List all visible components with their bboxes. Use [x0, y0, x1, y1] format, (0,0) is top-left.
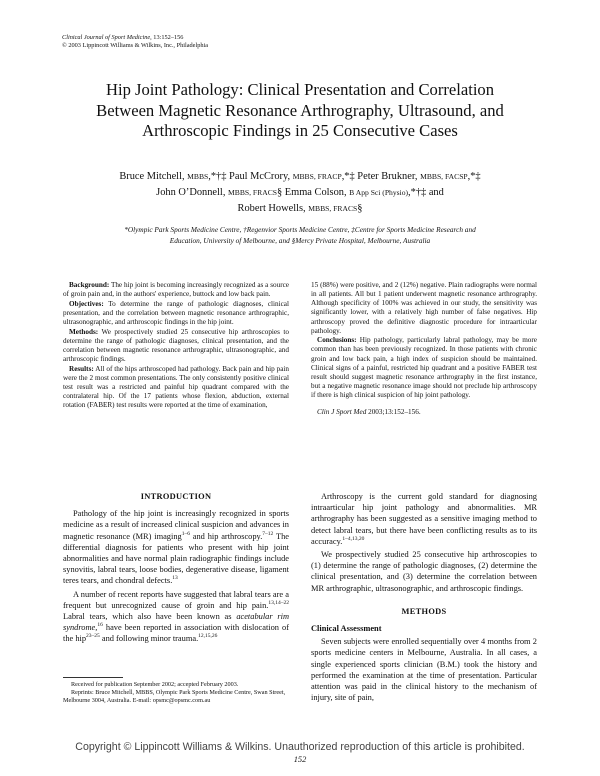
abstract-text: Hip pathology, particularly labral pathology, may be more common than has been previously recognized. In those patients with chronic groin and low back pain, a high index of suspicion should be maintained. Clinical signs of a painful, restricted hip quadrant and a positive FABER test result should suggest magnetic resonance arthrography in the first instance, but a negative magnetic resonance image should not preclude hip arthroscopy if there is high clinical suspicion of hip joint pathology.	[311, 336, 537, 399]
citation-ref: 16	[97, 622, 103, 629]
author-degree: MBBS, FACSP	[420, 172, 468, 181]
author-line-2	[40, 185, 560, 201]
author-line-3	[40, 201, 560, 217]
intro-paragraph-4: We prospectively studied 25 consecutive hip arthroscopies to (1) determine the range of pathologic diagnoses, (2) determine the clinical presentation, and (3) determine the correlation between MR arthrographic, ultrasonographic, and arthroscopic findings.	[311, 550, 537, 593]
author-affil-mark: ,*‡	[341, 171, 358, 182]
text-run: The differential diagnosis for patients who present with hip joint abnormalities and have normal plain radiographic findings include synovitis, labral tears, loose bodies, degenerative disease, ligament teres tears, and chondral defects.	[63, 531, 289, 586]
author-affil-mark: ,*†‡	[208, 171, 230, 182]
subsection-heading-clinical: Clinical Assessment	[311, 624, 382, 634]
page-number: 152	[293, 755, 307, 764]
abstract-column-left	[63, 281, 289, 411]
author-affil-mark: ,*†‡ and	[408, 187, 444, 198]
text-run: and hip arthroscopy.	[189, 531, 263, 541]
author-name: Peter Brukner,	[357, 171, 421, 182]
abstract-text: To determine the range of pathologic diagnoses, clinical presentation, and the correlation between magnetic resonance arthrographic, ultrasonographic, and arthroscopic findings in the hip joint.	[63, 299, 289, 326]
text-run: Labral tears, which also have been known as	[63, 612, 237, 622]
citation-ref: 7–12	[262, 530, 274, 537]
abstract-label: Objectives:	[69, 299, 104, 308]
author-degree: MBBS, FRACS	[308, 204, 358, 213]
intro-paragraph-2	[63, 589, 289, 645]
author-name: Paul McCrory,	[229, 171, 293, 182]
author-affil-mark: ,*‡	[467, 171, 481, 182]
footnote-divider	[63, 677, 123, 678]
citation-ref: 12,15,26	[198, 633, 218, 640]
citation-details: 2003;13:152–156.	[366, 408, 421, 417]
citation-journal: Clin J Sport Med	[317, 408, 367, 417]
affiliation-line-2: Education, University of Melbourne, and §Mercy Private Hospital, Melbourne, Australia	[169, 236, 431, 245]
title-line-2: Between Magnetic Resonance Arthrography, Ultrasound, and	[96, 100, 504, 120]
abstract-label: Conclusions:	[317, 336, 357, 345]
abstract-label: Background:	[69, 281, 110, 289]
text-run: Pathology of the hip joint is increasingly recognized in sports medicine as a result of increased clinical suspicion and advances in magnetic resonance (MR) imaging	[63, 509, 289, 541]
abstract-label: Results:	[69, 364, 94, 373]
copyright-notice: Copyright © Lippincott Williams & Wilkins. Unauthorized reproduction of this article is prohibited.	[75, 741, 525, 753]
author-name: John O’Donnell,	[156, 187, 229, 198]
abstract-column-right	[311, 281, 537, 417]
text-run: A number of recent reports have suggested that labral tears are a frequent but unrecognized cause of groin and hip pain.	[63, 589, 289, 610]
body-column-left	[63, 491, 289, 647]
citation-ref: 1–6	[181, 530, 190, 537]
section-heading-methods: METHODS	[401, 606, 447, 616]
title-line-1: Hip Joint Pathology: Clinical Presentation and Correlation	[105, 80, 495, 99]
affiliation-line-1: *Olympic Park Sports Medicine Centre, †Regenvior Sports Medicine Centre, ‡Centre for Sports Medicine Research and	[124, 225, 476, 234]
abstract-text: The hip joint is becoming increasingly recognized as a source of groin pain and, in the authors' experience, buttock and low back pain.	[63, 281, 289, 299]
author-affil-mark: §	[357, 203, 363, 214]
author-name: Robert Howells,	[237, 203, 309, 214]
author-degree: MBBS, FRACS	[228, 188, 277, 197]
journal-header	[62, 34, 208, 50]
citation-ref: 1–4,13,20	[342, 536, 365, 543]
author-list	[40, 169, 560, 217]
text-run: have been reported in association with dislocation of the hip	[63, 623, 289, 644]
article-title	[40, 80, 560, 142]
abstract-citation	[311, 408, 537, 417]
abstract	[63, 281, 537, 447]
body-column-right	[311, 491, 537, 705]
intro-paragraph-3	[311, 491, 537, 547]
text-run: Arthroscopy is the current gold standard for diagnosing intraarticular hip joint pathology and abnormalities. MR arthrography has been suggested as a sensitive imaging method to detect labral tears, but there have been conflicting results as to its accuracy.	[311, 492, 537, 546]
journal-copyright: © 2003 Lippincott Williams & Wilkins, Inc., Philadelphia	[62, 42, 209, 49]
footnote-reprints: Reprints: Bruce Mitchell, MBBS, Olympic Park Sports Medicine Centre, Swan Street, Melbourne 3004, Australia. E-mail: opsmc@opsmc.com.au	[63, 689, 286, 705]
author-degree: B App Sci (Physio)	[349, 188, 409, 197]
text-run: and following minor trauma.	[99, 634, 199, 644]
abstract-objectives	[63, 300, 289, 327]
citation-ref: 13	[172, 575, 178, 582]
abstract-background	[63, 281, 289, 299]
affiliations	[60, 224, 540, 246]
section-heading-introduction: INTRODUCTION	[140, 492, 212, 501]
author-degree: MBBS	[187, 172, 209, 181]
abstract-results-continued: 15 (88%) were positive, and 2 (12%) negative. Plain radiographs were normal in all patients. All but 1 patient underwent magnetic resonance arthrography. Although specificity of 100% was achieved in our study, the sensitivity was significantly lower, with a relatively high number of false negatives. Hip arthroscopy proved the definitive diagnostic procedure for intraarticular pathology.	[311, 281, 537, 335]
abstract-text: All of the hips arthroscoped had pathology. Back pain and hip pain were the 2 most common presentations. The only consistently positive clinical test result was a restricted and painful hip quadrant compared with the contralateral hip. Of the 17 patients whose flexion, abduction, external rotation (FABER) test results were reported at the time of examination,	[63, 364, 289, 410]
footnote-received: Received for publication September 2002; accepted February 2003.	[71, 681, 239, 688]
abstract-methods	[63, 328, 289, 365]
emphasis-term: acetabular rim syndrome,	[63, 612, 290, 633]
author-name: Bruce Mitchell,	[119, 171, 188, 182]
footnotes	[63, 681, 289, 705]
citation-ref: 23–25	[86, 633, 100, 640]
title-line-3: Arthroscopic Findings in 25 Consecutive Cases	[142, 121, 458, 140]
abstract-conclusions	[311, 336, 537, 400]
journal-volume-pages: , 13:152–156	[150, 34, 184, 41]
methods-paragraph-1: Seven subjects were enrolled sequentially over 4 months from 2 sports medicine centers in Melbourne, Australia. In all cases, a single experienced sports clinician (B.M.) took the history and performed the examination at the time of presentation. Particular attention was paid in the clinical history to the mechanism of injury, site of pain,	[311, 637, 537, 703]
author-affil-mark: §	[277, 187, 285, 198]
abstract-text: We prospectively studied 25 consecutive hip arthroscopies to determine the range of pathologic diagnoses, clinical presentation, and the correlation between magnetic resonance arthrographic, ultrasonographic, and arthroscopic findings.	[63, 327, 289, 363]
author-name: Emma Colson,	[284, 187, 350, 198]
abstract-results	[63, 365, 289, 411]
author-degree: MBBS, FRACP	[292, 172, 342, 181]
citation-ref: 13,14–22	[268, 600, 289, 607]
author-line-1	[40, 169, 560, 185]
intro-paragraph-1	[63, 508, 289, 586]
abstract-label: Methods:	[69, 327, 99, 336]
journal-name: Clinical Journal of Sport Medicine	[62, 34, 151, 41]
